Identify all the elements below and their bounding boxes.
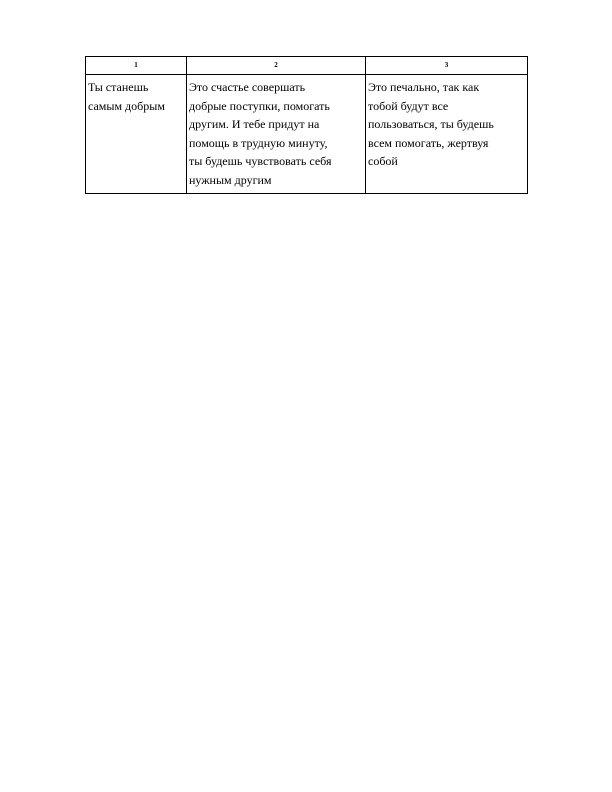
- cell-text-option: Ты станешь самым добрым: [88, 80, 165, 113]
- document-table: [85, 56, 528, 194]
- table-header-row: [86, 57, 528, 75]
- header-cell-1: 1: [86, 57, 187, 75]
- table-cell-negative: [366, 75, 528, 194]
- table-row: [86, 75, 528, 194]
- header-cell-3: 3: [366, 57, 528, 75]
- table-cell-option: [86, 75, 187, 194]
- cell-text-negative: Это печально, так как тобой будут все пользоваться, ты будешь всем помогать, жертвуя собой: [368, 80, 494, 169]
- table-cell-positive: [187, 75, 366, 194]
- header-cell-2: 2: [187, 57, 366, 75]
- cell-text-positive: Это счастье совершать добрые поступки, помогать другим. И тебе придут на помощь в трудную минуту, ты будешь чувствовать себя нужным другим: [189, 80, 332, 187]
